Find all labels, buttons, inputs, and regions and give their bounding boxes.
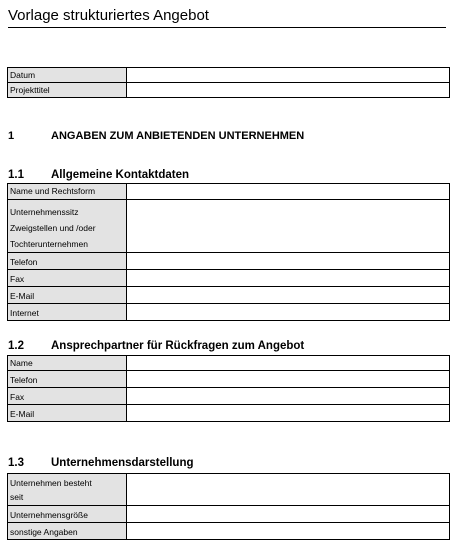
table-row xyxy=(8,474,450,506)
name-rechtsform-field[interactable] xyxy=(127,184,450,200)
field-label-datum: Datum xyxy=(8,68,127,83)
company-profile-table xyxy=(7,473,450,540)
section-1-3-title: Unternehmensdarstellung xyxy=(51,457,194,469)
fax-field[interactable] xyxy=(127,270,450,287)
unternehmen-besteht-seit-field[interactable] xyxy=(127,474,450,506)
table-row xyxy=(8,304,450,321)
field-label-telefon: Telefon xyxy=(8,371,127,388)
field-label-telefon: Telefon xyxy=(8,253,127,270)
section-1-title: ANGABEN ZUM ANBIETENDEN UNTERNEHMEN xyxy=(51,130,305,142)
field-label-projekttitel: Projekttitel xyxy=(8,83,127,98)
projekttitel-field[interactable] xyxy=(127,83,450,98)
sonstige-angaben-field[interactable] xyxy=(127,523,450,540)
unternehmenssitz-field[interactable] xyxy=(127,200,450,253)
table-row xyxy=(8,253,450,270)
table-row xyxy=(8,68,450,83)
section-1-number: 1 xyxy=(8,130,15,142)
field-label-fax: Fax xyxy=(8,388,127,405)
field-label-fax: Fax xyxy=(8,270,127,287)
field-label-email: E-Mail xyxy=(8,287,127,304)
table-row xyxy=(8,270,450,287)
field-label-email: E-Mail xyxy=(8,405,127,422)
table-row xyxy=(8,388,450,405)
table-row xyxy=(8,371,450,388)
section-1-2-title: Ansprechpartner für Rückfragen zum Angebot xyxy=(51,340,305,352)
section-1-1-number: 1.1 xyxy=(8,169,24,181)
table-row xyxy=(8,405,450,422)
field-label-name: Name xyxy=(8,356,127,371)
table-row xyxy=(8,184,450,200)
email-field[interactable] xyxy=(127,287,450,304)
telefon-field[interactable] xyxy=(127,253,450,270)
field-label-name-rechtsform: Name und Rechtsform xyxy=(8,184,127,200)
contact-person-table xyxy=(7,355,450,422)
ansprechpartner-telefon-field[interactable] xyxy=(127,371,450,388)
field-label-unternehmensgroesse: Unternehmensgröße xyxy=(8,506,127,523)
internet-field[interactable] xyxy=(127,304,450,321)
field-label-internet: Internet xyxy=(8,304,127,321)
document-title: Vorlage strukturiertes Angebot xyxy=(8,6,446,28)
ansprechpartner-email-field[interactable] xyxy=(127,405,450,422)
table-row xyxy=(8,523,450,540)
field-label-unternehmenssitz: Unternehmenssitz Zweigstellen und /oder Tochterunternehmen xyxy=(8,200,127,253)
field-label-sonstige-angaben: sonstige Angaben xyxy=(8,523,127,540)
ansprechpartner-name-field[interactable] xyxy=(127,356,450,371)
ansprechpartner-fax-field[interactable] xyxy=(127,388,450,405)
section-1-1-title: Allgemeine Kontaktdaten xyxy=(51,169,190,181)
section-1-2-number: 1.2 xyxy=(8,340,24,352)
table-row xyxy=(8,200,450,253)
table-row xyxy=(8,506,450,523)
field-label-unternehmen-besteht-seit: Unternehmen besteht seit xyxy=(8,474,127,506)
section-1-3-number: 1.3 xyxy=(8,457,24,469)
header-table xyxy=(7,67,450,98)
contact-table xyxy=(7,183,450,321)
unternehmensgroesse-field[interactable] xyxy=(127,506,450,523)
table-row xyxy=(8,83,450,98)
table-row xyxy=(8,287,450,304)
table-row xyxy=(8,356,450,371)
datum-field[interactable] xyxy=(127,68,450,83)
